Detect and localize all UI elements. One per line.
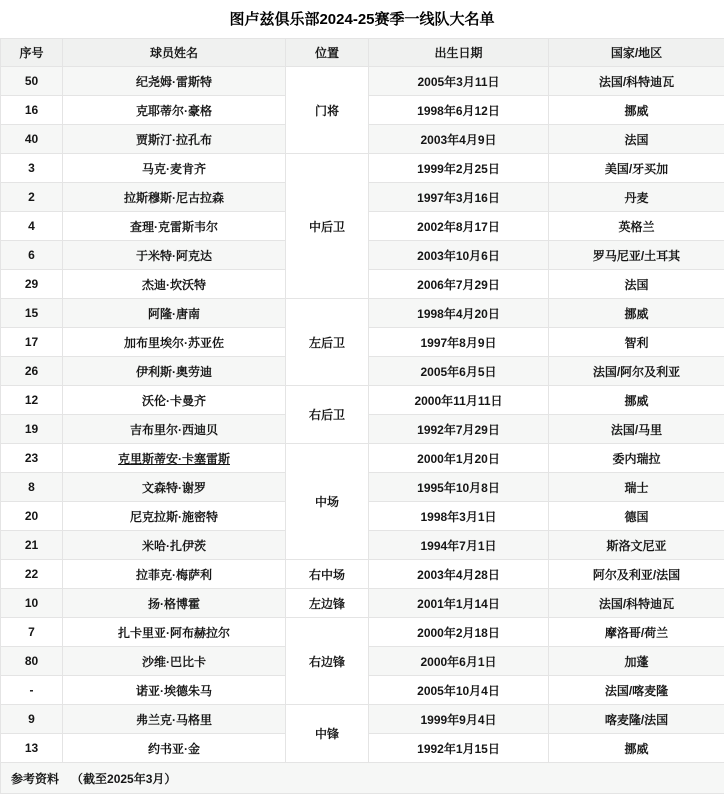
player-name-cell bbox=[63, 328, 286, 357]
player-name-cell bbox=[63, 647, 286, 676]
country-cell: 委内瑞拉 bbox=[549, 444, 724, 473]
player-name-cell bbox=[63, 67, 286, 96]
player-name: 沃伦·卡曼齐 bbox=[142, 394, 206, 408]
country-cell: 法国/阿尔及利亚 bbox=[549, 357, 724, 386]
player-number-cell: 21 bbox=[1, 531, 63, 560]
footer-cell bbox=[1, 763, 724, 794]
table-row bbox=[1, 154, 724, 183]
player-name: 扬·格博霍 bbox=[148, 597, 200, 611]
country-cell: 挪威 bbox=[549, 96, 724, 125]
country-cell: 挪威 bbox=[549, 299, 724, 328]
position-cell: 门将 bbox=[286, 67, 369, 154]
player-number-cell: 6 bbox=[1, 241, 63, 270]
birthdate-cell: 2005年10月4日 bbox=[369, 676, 549, 705]
player-name-cell bbox=[63, 386, 286, 415]
player-name-link[interactable]: 克里斯蒂安·卡塞雷斯 bbox=[118, 452, 230, 466]
birthdate-cell: 2006年7月29日 bbox=[369, 270, 549, 299]
country-cell: 喀麦隆/法国 bbox=[549, 705, 724, 734]
player-name: 伊利斯·奥劳迪 bbox=[136, 365, 212, 379]
birthdate-cell: 2000年1月20日 bbox=[369, 444, 549, 473]
position-cell: 右中场 bbox=[286, 560, 369, 589]
birthdate-cell: 1992年1月15日 bbox=[369, 734, 549, 763]
country-cell: 法国/喀麦隆 bbox=[549, 676, 724, 705]
col-header-number: 序号 bbox=[1, 39, 63, 67]
player-name-cell bbox=[63, 241, 286, 270]
player-number-cell: 17 bbox=[1, 328, 63, 357]
player-name-cell bbox=[63, 676, 286, 705]
player-name: 弗兰克·马格里 bbox=[136, 713, 212, 727]
player-name: 扎卡里亚·阿布赫拉尔 bbox=[118, 626, 230, 640]
as-of-note: （截至2025年3月） bbox=[71, 772, 176, 786]
country-cell: 法国/马里 bbox=[549, 415, 724, 444]
player-name: 米哈·扎伊茨 bbox=[142, 539, 206, 553]
country-cell: 法国/科特迪瓦 bbox=[549, 67, 724, 96]
player-number-cell: 80 bbox=[1, 647, 63, 676]
birthdate-cell: 1995年10月8日 bbox=[369, 473, 549, 502]
player-name: 诺亚·埃德朱马 bbox=[136, 684, 212, 698]
player-name-cell bbox=[63, 705, 286, 734]
player-number-cell: - bbox=[1, 676, 63, 705]
col-header-position: 位置 bbox=[286, 39, 369, 67]
player-name: 约书亚·金 bbox=[148, 742, 200, 756]
birthdate-cell: 1997年3月16日 bbox=[369, 183, 549, 212]
player-name-cell bbox=[63, 154, 286, 183]
player-name-cell bbox=[63, 560, 286, 589]
birthdate-cell: 1999年9月4日 bbox=[369, 705, 549, 734]
player-name-cell bbox=[63, 183, 286, 212]
position-cell: 中场 bbox=[286, 444, 369, 560]
col-header-birthdate: 出生日期 bbox=[369, 39, 549, 67]
table-row bbox=[1, 386, 724, 415]
country-cell: 加蓬 bbox=[549, 647, 724, 676]
country-cell: 智利 bbox=[549, 328, 724, 357]
player-name: 文森特·谢罗 bbox=[142, 481, 206, 495]
country-cell: 美国/牙买加 bbox=[549, 154, 724, 183]
country-cell: 罗马尼亚/土耳其 bbox=[549, 241, 724, 270]
player-name: 杰迪·坎沃特 bbox=[142, 278, 206, 292]
birthdate-cell: 2001年1月14日 bbox=[369, 589, 549, 618]
player-name: 克耶蒂尔·豪格 bbox=[136, 104, 212, 118]
birthdate-cell: 1998年3月1日 bbox=[369, 502, 549, 531]
player-number-cell: 40 bbox=[1, 125, 63, 154]
player-name-cell bbox=[63, 357, 286, 386]
player-number-cell: 2 bbox=[1, 183, 63, 212]
player-name-cell bbox=[63, 531, 286, 560]
col-header-country: 国家/地区 bbox=[549, 39, 724, 67]
player-name: 吉布里尔·西迪贝 bbox=[130, 423, 218, 437]
player-number-cell: 50 bbox=[1, 67, 63, 96]
player-number-cell: 4 bbox=[1, 212, 63, 241]
player-name: 纪尧姆·雷斯特 bbox=[136, 75, 212, 89]
player-name: 贾斯汀·拉孔布 bbox=[136, 133, 212, 147]
player-name-cell bbox=[63, 299, 286, 328]
player-number-cell: 3 bbox=[1, 154, 63, 183]
birthdate-cell: 1997年8月9日 bbox=[369, 328, 549, 357]
player-name-cell bbox=[63, 502, 286, 531]
player-name: 加布里埃尔·苏亚佐 bbox=[124, 336, 224, 350]
country-cell: 英格兰 bbox=[549, 212, 724, 241]
player-number-cell: 15 bbox=[1, 299, 63, 328]
player-name-cell bbox=[63, 618, 286, 647]
position-cell: 右后卫 bbox=[286, 386, 369, 444]
player-name-cell bbox=[63, 589, 286, 618]
player-name-cell bbox=[63, 415, 286, 444]
position-cell: 左边锋 bbox=[286, 589, 369, 618]
table-row bbox=[1, 299, 724, 328]
player-name: 于米特·阿克达 bbox=[136, 249, 212, 263]
player-number-cell: 8 bbox=[1, 473, 63, 502]
player-name: 尼克拉斯·施密特 bbox=[130, 510, 218, 524]
birthdate-cell: 1998年4月20日 bbox=[369, 299, 549, 328]
birthdate-cell: 1994年7月1日 bbox=[369, 531, 549, 560]
country-cell: 挪威 bbox=[549, 386, 724, 415]
player-name-cell bbox=[63, 734, 286, 763]
col-header-name: 球员姓名 bbox=[63, 39, 286, 67]
birthdate-cell: 2005年6月5日 bbox=[369, 357, 549, 386]
country-cell: 丹麦 bbox=[549, 183, 724, 212]
player-number-cell: 26 bbox=[1, 357, 63, 386]
birthdate-cell: 2000年6月1日 bbox=[369, 647, 549, 676]
player-number-cell: 29 bbox=[1, 270, 63, 299]
player-number-cell: 12 bbox=[1, 386, 63, 415]
player-name: 阿隆·唐南 bbox=[148, 307, 200, 321]
player-number-cell: 9 bbox=[1, 705, 63, 734]
birthdate-cell: 1998年6月12日 bbox=[369, 96, 549, 125]
table-row bbox=[1, 560, 724, 589]
birthdate-cell: 1992年7月29日 bbox=[369, 415, 549, 444]
position-cell: 左后卫 bbox=[286, 299, 369, 386]
position-cell: 右边锋 bbox=[286, 618, 369, 705]
country-cell: 瑞士 bbox=[549, 473, 724, 502]
table-row bbox=[1, 618, 724, 647]
country-cell: 德国 bbox=[549, 502, 724, 531]
player-name: 查理·克雷斯韦尔 bbox=[130, 220, 218, 234]
table-header bbox=[1, 39, 724, 67]
birthdate-cell: 1999年2月25日 bbox=[369, 154, 549, 183]
player-name: 拉斯穆斯·尼古拉森 bbox=[124, 191, 224, 205]
birthdate-cell: 2003年10月6日 bbox=[369, 241, 549, 270]
player-name-cell bbox=[63, 270, 286, 299]
references-label: 参考资料 bbox=[11, 772, 59, 786]
footer-row bbox=[1, 763, 724, 794]
birthdate-cell: 2003年4月9日 bbox=[369, 125, 549, 154]
player-number-cell: 10 bbox=[1, 589, 63, 618]
country-cell: 法国 bbox=[549, 125, 724, 154]
player-name-cell bbox=[63, 96, 286, 125]
country-cell: 斯洛文尼亚 bbox=[549, 531, 724, 560]
player-name-cell bbox=[63, 212, 286, 241]
player-number-cell: 23 bbox=[1, 444, 63, 473]
table-body bbox=[1, 67, 724, 794]
header-row bbox=[1, 39, 724, 67]
birthdate-cell: 2002年8月17日 bbox=[369, 212, 549, 241]
player-number-cell: 7 bbox=[1, 618, 63, 647]
birthdate-cell: 2005年3月11日 bbox=[369, 67, 549, 96]
table-row bbox=[1, 589, 724, 618]
table-row bbox=[1, 67, 724, 96]
country-cell: 阿尔及利亚/法国 bbox=[549, 560, 724, 589]
table-row bbox=[1, 444, 724, 473]
player-name-cell bbox=[63, 444, 286, 473]
country-cell: 法国 bbox=[549, 270, 724, 299]
player-name: 沙维·巴比卡 bbox=[142, 655, 206, 669]
country-cell: 摩洛哥/荷兰 bbox=[549, 618, 724, 647]
player-name: 马克·麦肯齐 bbox=[142, 162, 206, 176]
position-cell: 中后卫 bbox=[286, 154, 369, 299]
squad-table bbox=[0, 38, 724, 794]
player-number-cell: 13 bbox=[1, 734, 63, 763]
player-name: 拉菲克·梅萨利 bbox=[136, 568, 212, 582]
table-row bbox=[1, 705, 724, 734]
country-cell: 法国/科特迪瓦 bbox=[549, 589, 724, 618]
player-name-cell bbox=[63, 125, 286, 154]
page-title: 图卢兹俱乐部2024-25赛季一线队大名单 bbox=[0, 0, 724, 38]
birthdate-cell: 2003年4月28日 bbox=[369, 560, 549, 589]
player-number-cell: 16 bbox=[1, 96, 63, 125]
player-number-cell: 19 bbox=[1, 415, 63, 444]
position-cell: 中锋 bbox=[286, 705, 369, 763]
country-cell: 挪威 bbox=[549, 734, 724, 763]
player-number-cell: 22 bbox=[1, 560, 63, 589]
player-name-cell bbox=[63, 473, 286, 502]
birthdate-cell: 2000年11月11日 bbox=[369, 386, 549, 415]
player-number-cell: 20 bbox=[1, 502, 63, 531]
birthdate-cell: 2000年2月18日 bbox=[369, 618, 549, 647]
